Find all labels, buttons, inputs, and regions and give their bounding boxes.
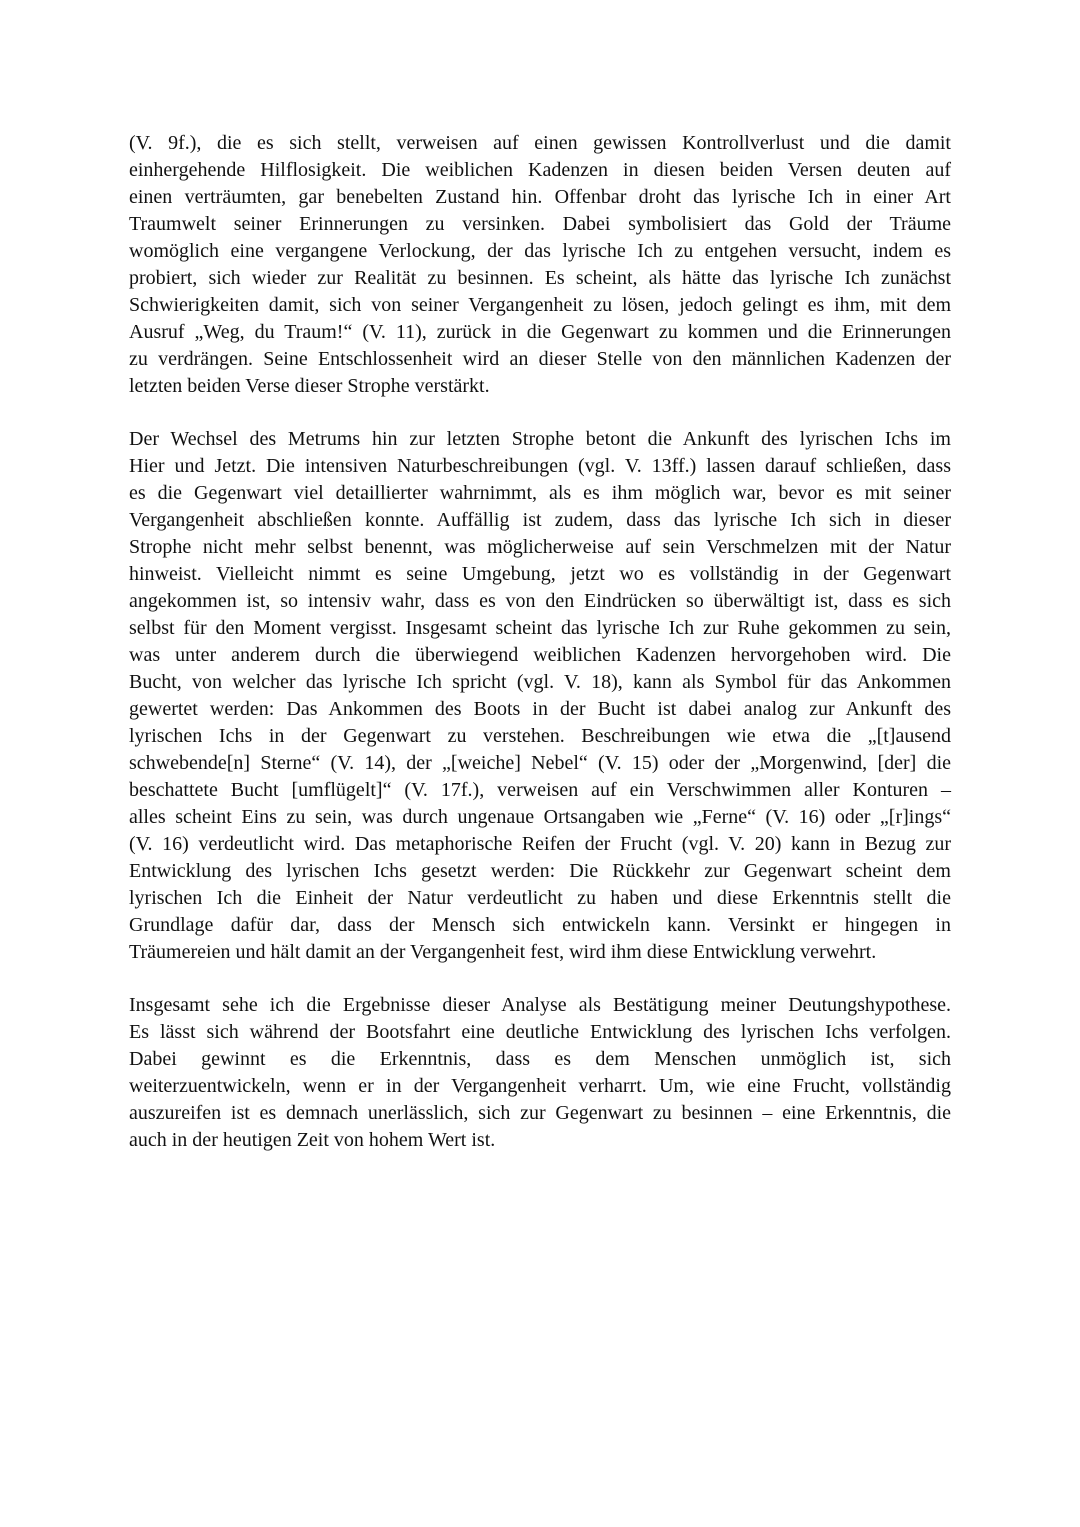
text-line: Insgesamt sehe ich die Ergebnisse dieser Analyse als Bestätigung meiner Deutungshypothese. [129,994,951,1016]
text-line: Träumereien und hält damit an der Vergangenheit fest, wird ihm diese Entwicklung verwehrt. [129,941,877,963]
text-line: Entwicklung des lyrischen Ichs gesetzt werden: Die Rückkehr zur Gegenwart scheint dem [129,860,951,882]
document-page [129,130,951,1180]
text-line: zu verdrängen. Seine Entschlossenheit wird an dieser Stelle von den männlichen Kadenzen der [129,348,951,370]
paragraph [129,130,951,400]
text-line: selbst für den Moment vergisst. Insgesamt scheint das lyrische Ich zur Ruhe gekommen zu sein, [129,617,951,639]
text-line: Traumwelt seiner Erinnerungen zu versinken. Dabei symbolisiert das Gold der Träume [129,213,951,235]
text-line: hinweist. Vielleicht nimmt es seine Umgebung, jetzt wo es vollständig in der Gegenwart [129,563,951,585]
text-line: (V. 16) verdeutlicht wird. Das metaphorische Reifen der Frucht (vgl. V. 20) kann in Bezug zur [129,833,951,855]
text-line: Ausruf „Weg, du Traum!“ (V. 11), zurück in die Gegenwart zu kommen und die Erinnerungen [129,321,951,343]
text-line: lyrischen Ich die Einheit der Natur verdeutlicht zu haben und diese Erkenntnis stellt die [129,887,951,909]
text-line: Vergangenheit abschließen konnte. Auffällig ist zudem, dass das lyrische Ich sich in dieser [129,509,951,531]
text-line: einen verträumten, gar benebelten Zustand hin. Offenbar droht das lyrische Ich in einer Art [129,186,951,208]
text-line: letzten beiden Verse dieser Strophe verstärkt. [129,375,490,397]
text-line: Grundlage dafür dar, dass der Mensch sich entwickeln kann. Versinkt er hingegen in [129,914,951,936]
text-line: womöglich eine vergangene Verlockung, der das lyrische Ich zu entgehen versucht, indem es [129,240,951,262]
text-line: Bucht, von welcher das lyrische Ich spricht (vgl. V. 18), kann als Symbol für das Ankommen [129,671,951,693]
text-line: schwebende[n] Sterne“ (V. 14), der „[weiche] Nebel“ (V. 15) oder der „Morgenwind, [der] die [129,752,951,774]
text-line: Schwierigkeiten damit, sich von seiner Vergangenheit zu lösen, jedoch gelingt es ihm, mit dem [129,294,951,316]
text-line: (V. 9f.), die es sich stellt, verweisen auf einen gewissen Kontrollverlust und die damit [129,132,951,154]
text-line: Es lässt sich während der Bootsfahrt eine deutliche Entwicklung des lyrischen Ichs verfolgen. [129,1021,951,1043]
text-line: probiert, sich wieder zur Realität zu besinnen. Es scheint, als hätte das lyrische Ich zunächst [129,267,951,289]
text-line: es die Gegenwart viel detaillierter wahrnimmt, als es ihm möglich war, bevor es mit seiner [129,482,951,504]
text-line: weiterzuentwickeln, wenn er in der Vergangenheit verharrt. Um, wie eine Frucht, vollständig [129,1075,951,1097]
text-line: Dabei gewinnt es die Erkenntnis, dass es dem Menschen unmöglich ist, sich [129,1048,951,1070]
text-line: angekommen ist, so intensiv wahr, dass es von den Eindrücken so überwältigt ist, dass es sich [129,590,951,612]
text-line: beschattete Bucht [umflügelt]“ (V. 17f.), verweisen auf ein Verschwimmen aller Konturen – [129,779,951,801]
text-line: einhergehende Hilflosigkeit. Die weiblichen Kadenzen in diesen beiden Versen deuten auf [129,159,951,181]
paragraph [129,426,951,966]
text-line: Hier und Jetzt. Die intensiven Naturbeschreibungen (vgl. V. 13ff.) lassen darauf schließen, dass [129,455,951,477]
text-line: Der Wechsel des Metrums hin zur letzten Strophe betont die Ankunft des lyrischen Ichs im [129,428,951,450]
text-line: alles scheint Eins zu sein, was durch ungenaue Ortsangaben wie „Ferne“ (V. 16) oder „[r]ings“ [129,806,951,828]
paragraph [129,992,951,1154]
text-line: auszureifen ist es demnach unerlässlich, sich zur Gegenwart zu besinnen – eine Erkenntnis, die [129,1102,951,1124]
text-line: Strophe nicht mehr selbst benennt, was möglicherweise auf sein Verschmelzen mit der Natur [129,536,951,558]
text-line: lyrischen Ichs in der Gegenwart zu verstehen. Beschreibungen wie etwa die „[t]ausend [129,725,951,747]
text-line: auch in der heutigen Zeit von hohem Wert ist. [129,1129,496,1151]
text-line: gewertet werden: Das Ankommen des Boots in der Bucht ist dabei analog zur Ankunft des [129,698,951,720]
text-line: was unter anderem durch die überwiegend weiblichen Kadenzen hervorgehoben wird. Die [129,644,951,666]
